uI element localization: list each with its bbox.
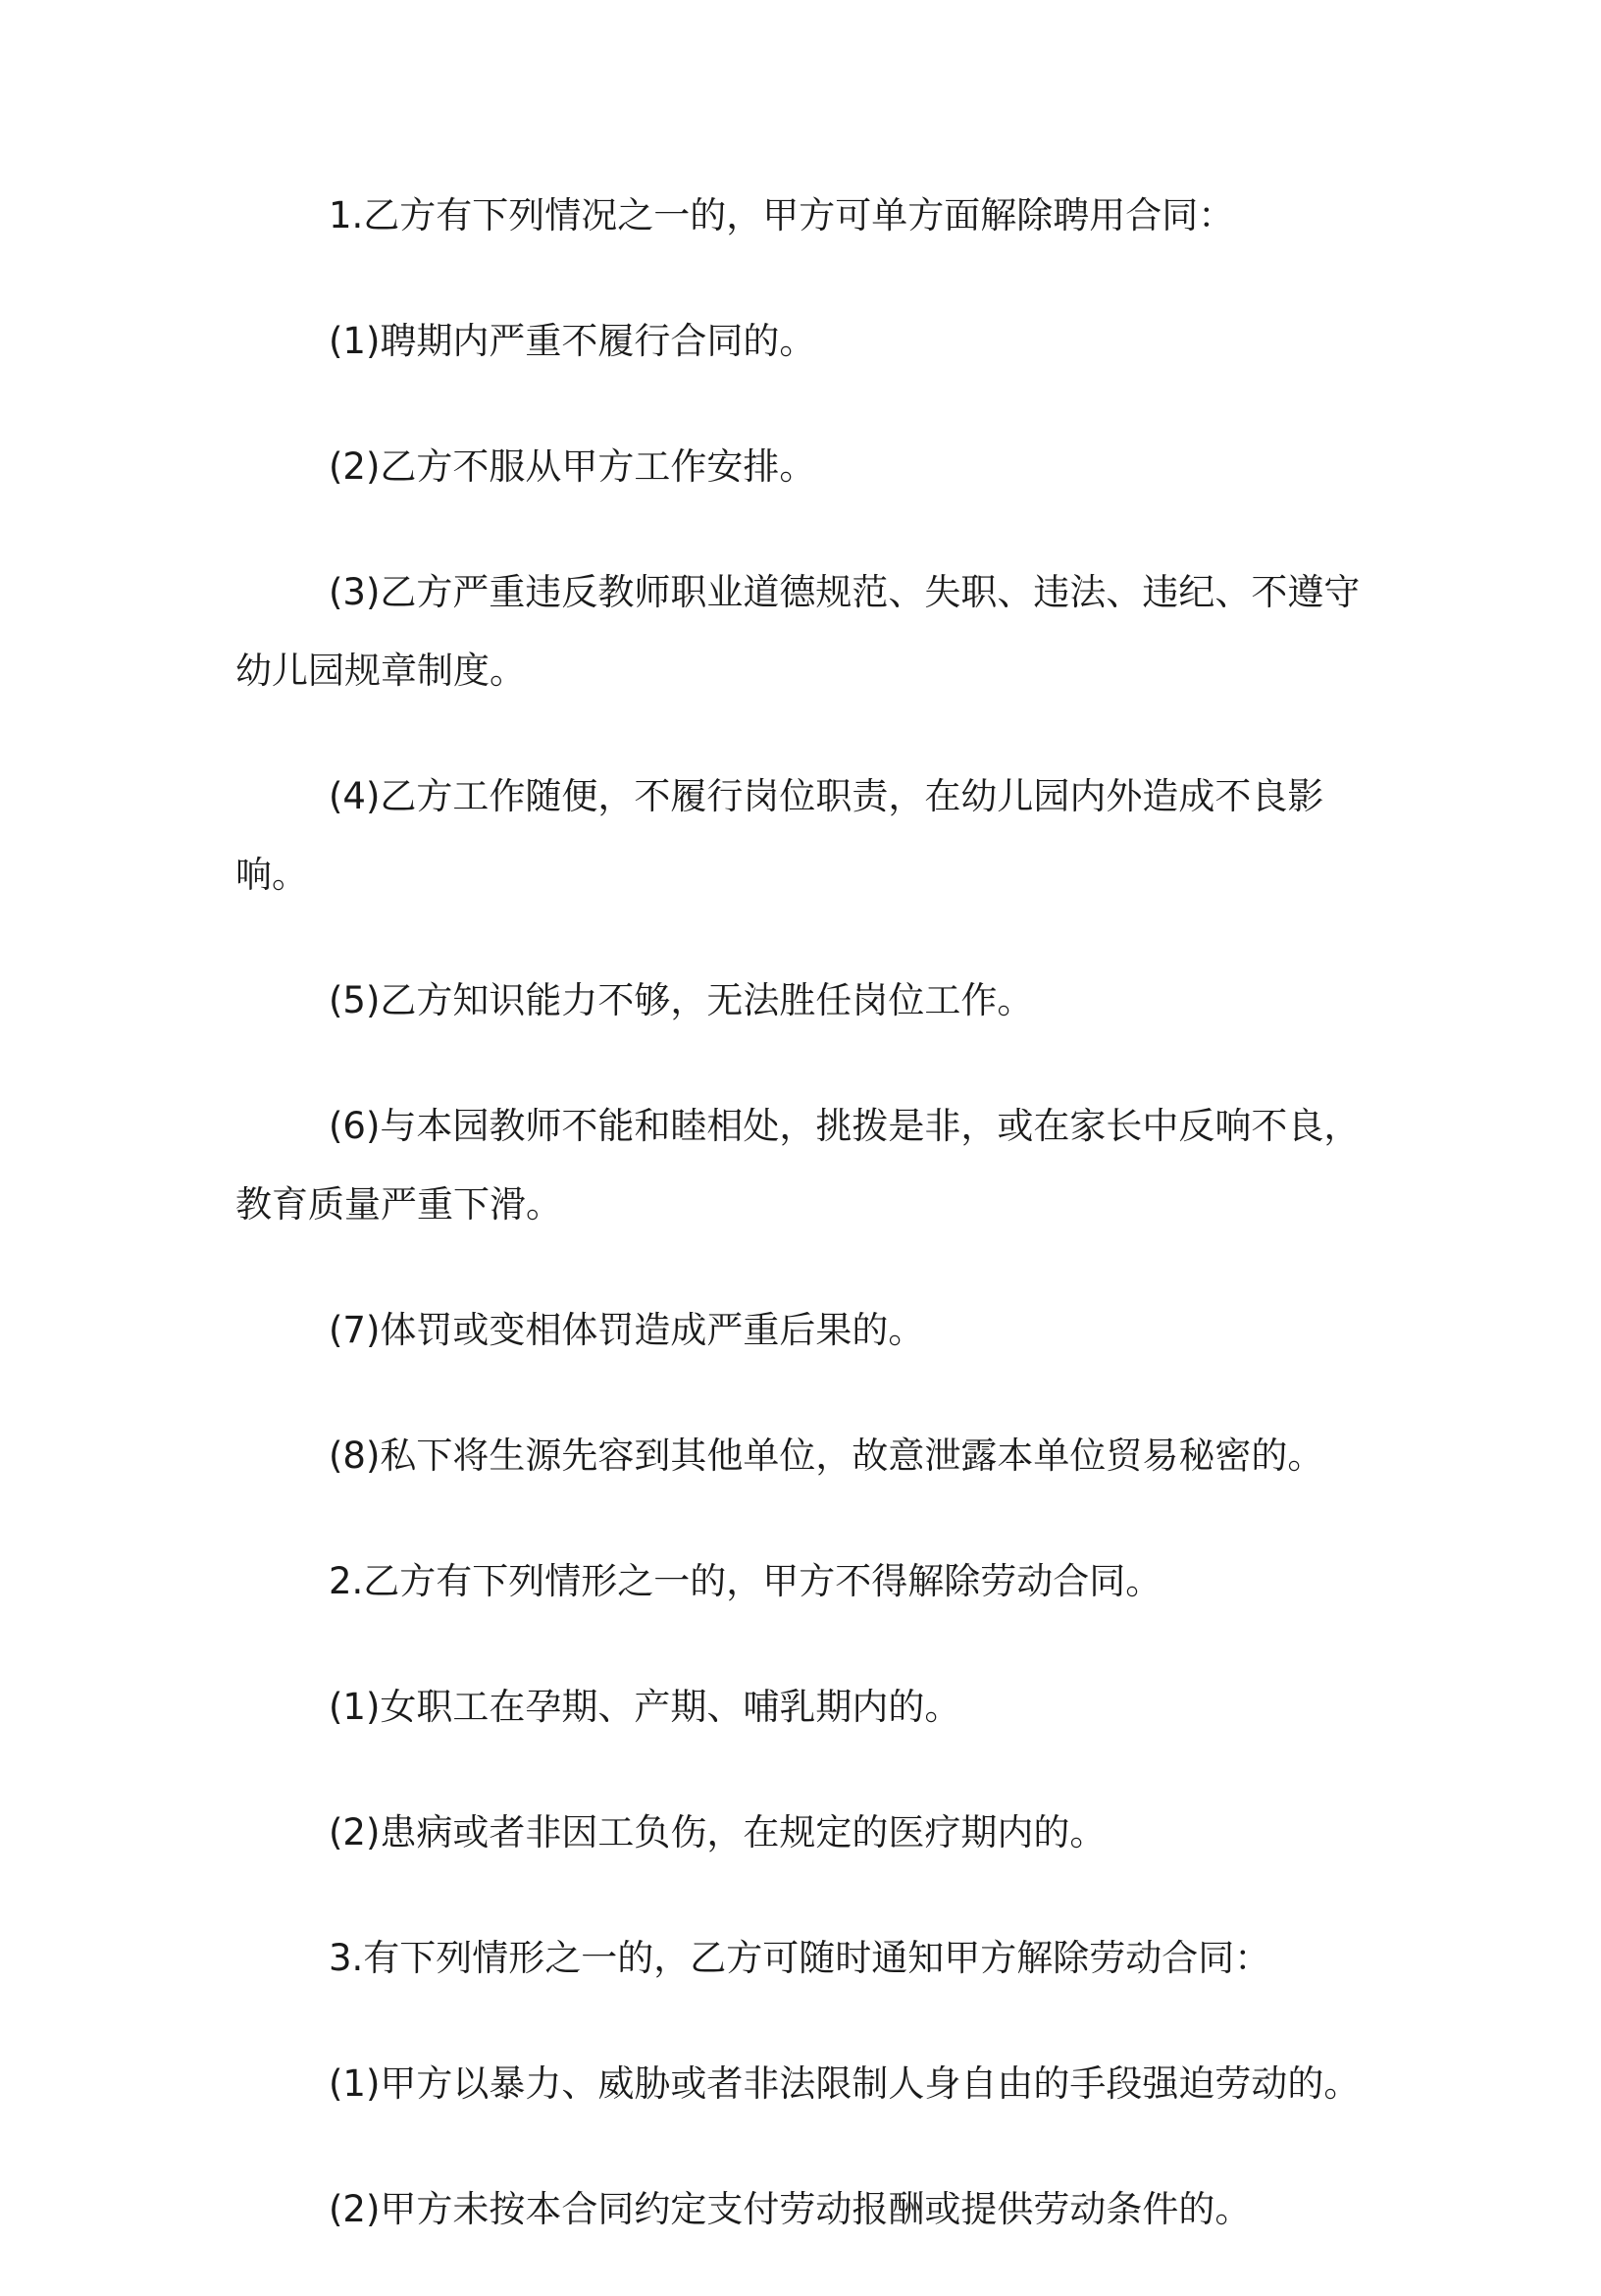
document-body bbox=[235, 177, 1366, 2296]
clause-1-heading: 1.乙方有下列情况之一的，甲方可单方面解除聘用合同： bbox=[329, 194, 1235, 236]
clause-1-item-1: (1)聘期内严重不履行合同的。 bbox=[329, 320, 816, 362]
clause-3-item-1: (1)甲方以暴力、威胁或者非法限制人身自由的手段强迫劳动的。 bbox=[329, 2062, 1361, 2105]
clause-3-item-2: (2)甲方未按本合同约定支付劳动报酬或提供劳动条件的。 bbox=[329, 2188, 1252, 2230]
clause-1-item-5: (5)乙方知识能力不够，无法胜任岗位工作。 bbox=[329, 979, 1034, 1021]
clause-1-item-7: (7)体罚或变相体罚造成严重后果的。 bbox=[329, 1309, 925, 1351]
clause-2-item-1: (1)女职工在孕期、产期、哺乳期内的。 bbox=[329, 1686, 961, 1728]
clause-1-item-8: (8)私下将生源先容到其他单位，故意泄露本单位贸易秘密的。 bbox=[329, 1435, 1324, 1477]
clause-1-item-2: (2)乙方不服从甲方工作安排。 bbox=[329, 445, 816, 488]
clause-1-item-6: (6)与本园教师不能和睦相处，挑拨是非，或在家长中反响不良，教育质量严重下滑。 bbox=[235, 1105, 1361, 1226]
clause-3-heading: 3.有下列情形之一的，乙方可随时通知甲方解除劳动合同： bbox=[329, 1937, 1271, 1979]
clause-1-item-3: (3)乙方严重违反教师职业道德规范、失职、违法、违纪、不遵守幼儿园规章制度。 bbox=[235, 571, 1361, 692]
clause-2-item-2: (2)患病或者非因工负伤，在规定的医疗期内的。 bbox=[329, 1811, 1107, 1853]
clause-2-heading: 2.乙方有下列情形之一的，甲方不得解除劳动合同。 bbox=[329, 1560, 1162, 1602]
clause-1-item-4: (4)乙方工作随便，不履行岗位职责，在幼儿园内外造成不良影响。 bbox=[235, 775, 1324, 896]
